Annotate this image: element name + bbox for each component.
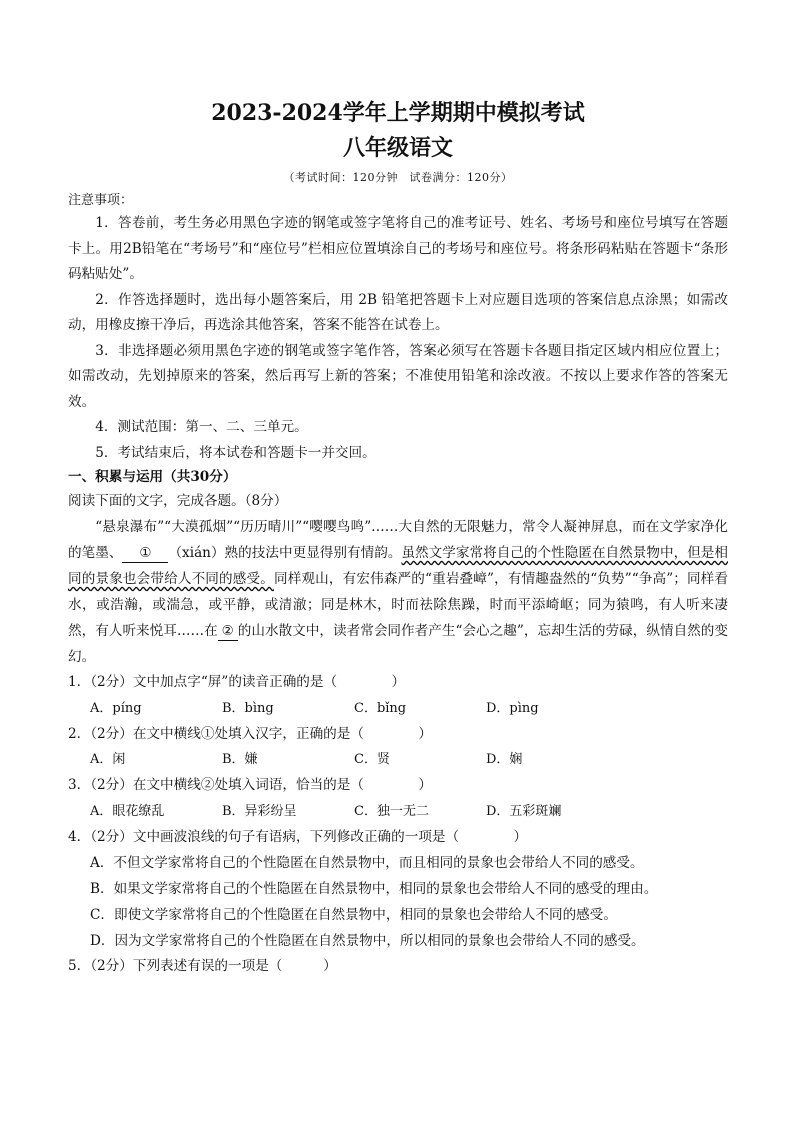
option[interactable]: B．异彩纷呈 — [222, 803, 297, 819]
question-stem: 4．（2分）文中画波浪线的句子有语病，下列修改正确的一项是（ ） — [68, 828, 528, 845]
blank-1: ① — [122, 544, 168, 563]
reading-passage — [68, 514, 728, 670]
option[interactable]: A．眼花缭乱 — [90, 803, 165, 819]
wavy-underlined-sentence: 虽然文学家常将自己的个性隐匿在自然景物中，但是相同的景象也会带给人不同的感受。 — [68, 545, 729, 587]
note-item: 3．非选择题必须用黑色字迹的钢笔或签字笔作答，答案必须写在答题卡各题目指定区域内相应位置上；如需改动，先划掉原来的答案，然后再写上新的答案；不准使用铅笔和涂改液。不按以上要求作答的答案无效。 — [68, 342, 728, 410]
option[interactable]: B．如果文学家常将自己的个性隐匿在自然景物中，相同的景象也会带给人不同的感受的理由。 — [90, 881, 658, 897]
option[interactable]: C．即使文学家常将自己的个性隐匿在自然景物中，相同的景象也会带给人不同的感受。 — [90, 907, 617, 923]
option[interactable]: D．娴 — [486, 752, 523, 767]
section-heading: 一、积累与运用（共30分） — [68, 469, 237, 485]
exam-subtitle: 八年级语文 — [342, 135, 453, 161]
question-stem: 5．（2分）下列表述有误的一项是（ ） — [68, 958, 337, 974]
option[interactable]: A．闲 — [90, 752, 126, 767]
passage-text: “悬泉瀑布”“大漠孤烟”“历历晴川”“嘤嘤鸟鸣”……大自然的无限魅力，常令人凝神屏息，而在文学家净化的笔墨、 — [68, 519, 728, 561]
note-item: 2．作答选择题时，选出每小题答案后，用 2B 铅笔把答题卡上对应题目选项的答案信息点涂黑；如需改动，用橡皮擦干净后，再选涂其他答案，答案不能答在试卷上。 — [68, 291, 728, 333]
notes-heading: 注意事项： — [68, 193, 134, 208]
note-item: 1．答卷前，考生务必用黑色字迹的钢笔或签字笔将自己的准考证号、姓名、考场号和座位号填写在答题卡上。用2B铅笔在“考场号”和“座位号”栏相应位置填涂自己的考场号和座位号。将条形码粘贴在答题卡“条形码粘贴处”。 — [68, 215, 728, 282]
exam-meta: （考试时间：120分钟 试卷满分：120分） — [283, 171, 513, 184]
option[interactable]: D．pìng — [486, 700, 539, 716]
exam-title: 2023-2024学年上学期期中模拟考试 — [211, 100, 585, 126]
note-item: 4．测试范围：第一、二、三单元。 — [95, 419, 308, 435]
question-stem: 3．（2分）在文中横线②处填入词语，恰当的是（ ） — [68, 777, 432, 793]
option-row — [68, 747, 728, 773]
option[interactable]: C．独一无二 — [354, 803, 429, 819]
option-row — [68, 696, 728, 722]
option[interactable]: C．贤 — [354, 752, 390, 767]
option-row — [68, 799, 728, 825]
note-item: 5．考试结束后，将本试卷和答题卡一并交回。 — [95, 444, 376, 461]
option[interactable]: D．因为文学家常将自己的个性隐匿在自然景物中，所以相同的景象也会带给人不同的感受。 — [90, 933, 645, 949]
blank-2: ② — [218, 622, 238, 641]
option[interactable]: B．嫌 — [222, 752, 258, 767]
option[interactable]: D．五彩斑斓 — [486, 803, 562, 819]
question-stem: 1．（2分）文中加点字“屏”的读音正确的是（ ） — [68, 674, 406, 690]
passage-text: （xián）熟的技法中更显得别有情韵。 — [168, 545, 402, 561]
passage-text: 的山水散文中，读者常会同作者产生“会心之趣”，忘却生活的劳碌，纵情自然的变幻。 — [68, 623, 728, 665]
option[interactable]: C．bǐng — [354, 700, 407, 716]
exam-page — [68, 100, 728, 980]
reading-intro: 阅读下面的文字，完成各题。（8分） — [68, 493, 288, 509]
option[interactable]: B．bìng — [222, 700, 274, 716]
question-stem: 2．（2分）在文中横线①处填入汉字，正确的是（ ） — [68, 725, 432, 742]
passage-text: 同样观山，有宏伟森严的“重岩叠嶂”，有情趣盎然的“负势”“争高”；同样看水，或浩瀚，或湍急，或平静，或清澈；同是林木，时而祛除焦躁，时而平添崎岖；同为猿鸣，有人听来凄然，有人听来悦耳……在 — [68, 571, 728, 639]
option[interactable]: A．píng — [90, 700, 142, 716]
option[interactable]: A．不但文学家常将自己的个性隐匿在自然景物中，而且相同的景象也会带给人不同的感受。 — [90, 855, 644, 871]
